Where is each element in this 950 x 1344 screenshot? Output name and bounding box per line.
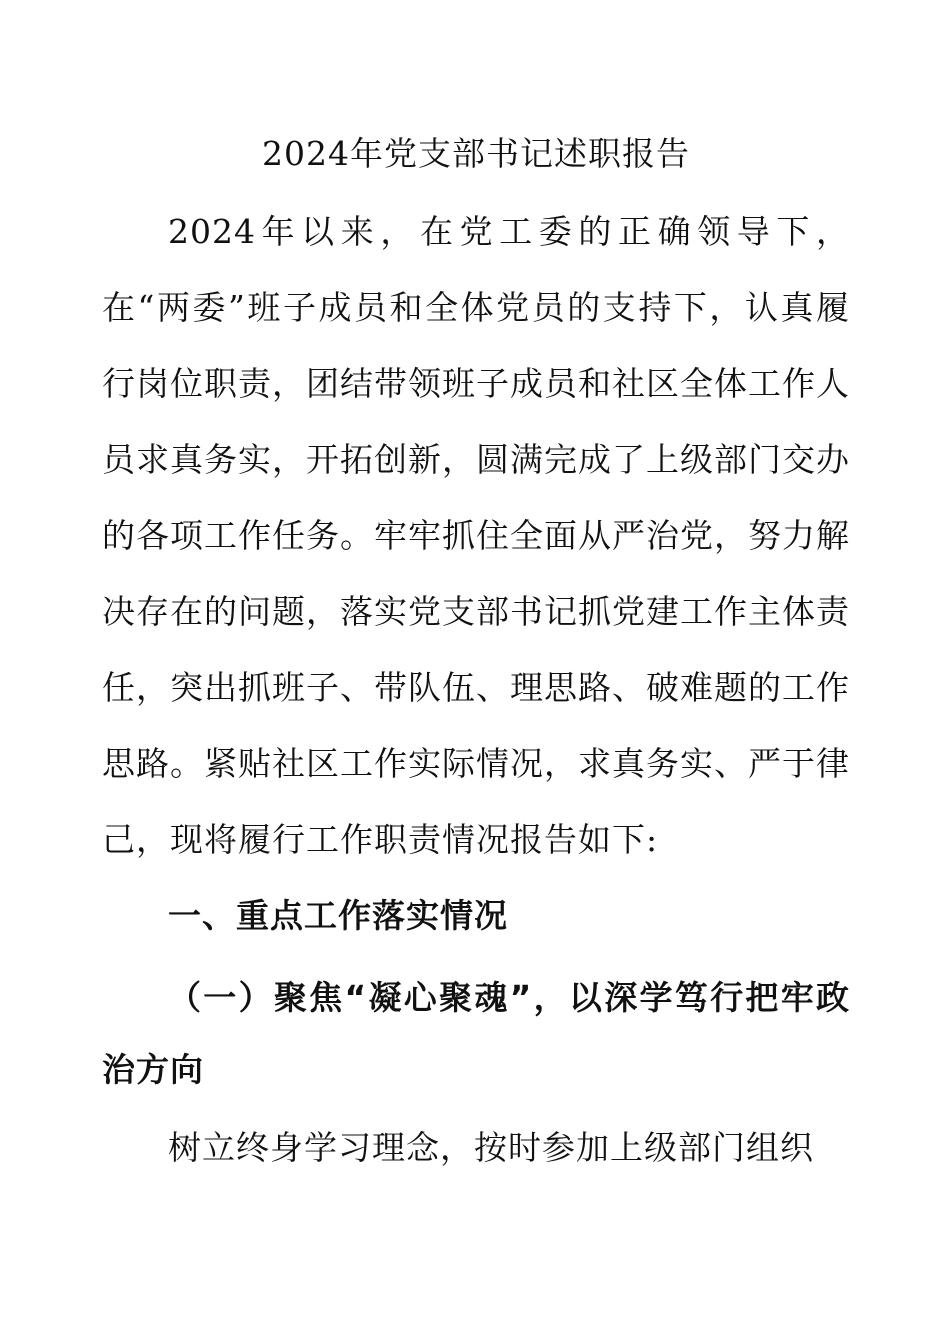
document-title: 2024年党支部书记述职报告 [262, 134, 690, 173]
document-page [102, 128, 850, 1186]
subsection-heading-1: （一）聚焦“凝心聚魂”，以深学笃行把牢政治方向 [102, 978, 850, 1089]
section-heading-1: 一、重点工作落实情况 [168, 896, 508, 935]
subsection-paragraph-1: 树立终身学习理念，按时参加上级部门组织 [168, 1128, 814, 1167]
intro-paragraph: 2024年以来，在党工委的正确领导下，在“两委”班子成员和全体党员的支持下，认真履行岗位职责，团结带领班子成员和社区全体工作人员求真务实，开拓创新，圆满完成了上级部门交办的各项工作任务。牢牢抓住全面从严治党，努力解决存在的问题，落实党支部书记抓党建工作主体责任，突出抓班子、带队伍、理思路、破难题的工作思路。紧贴社区工作实际情况，求真务实、严于律己，现将履行工作职责情况报告如下: [102, 212, 850, 859]
